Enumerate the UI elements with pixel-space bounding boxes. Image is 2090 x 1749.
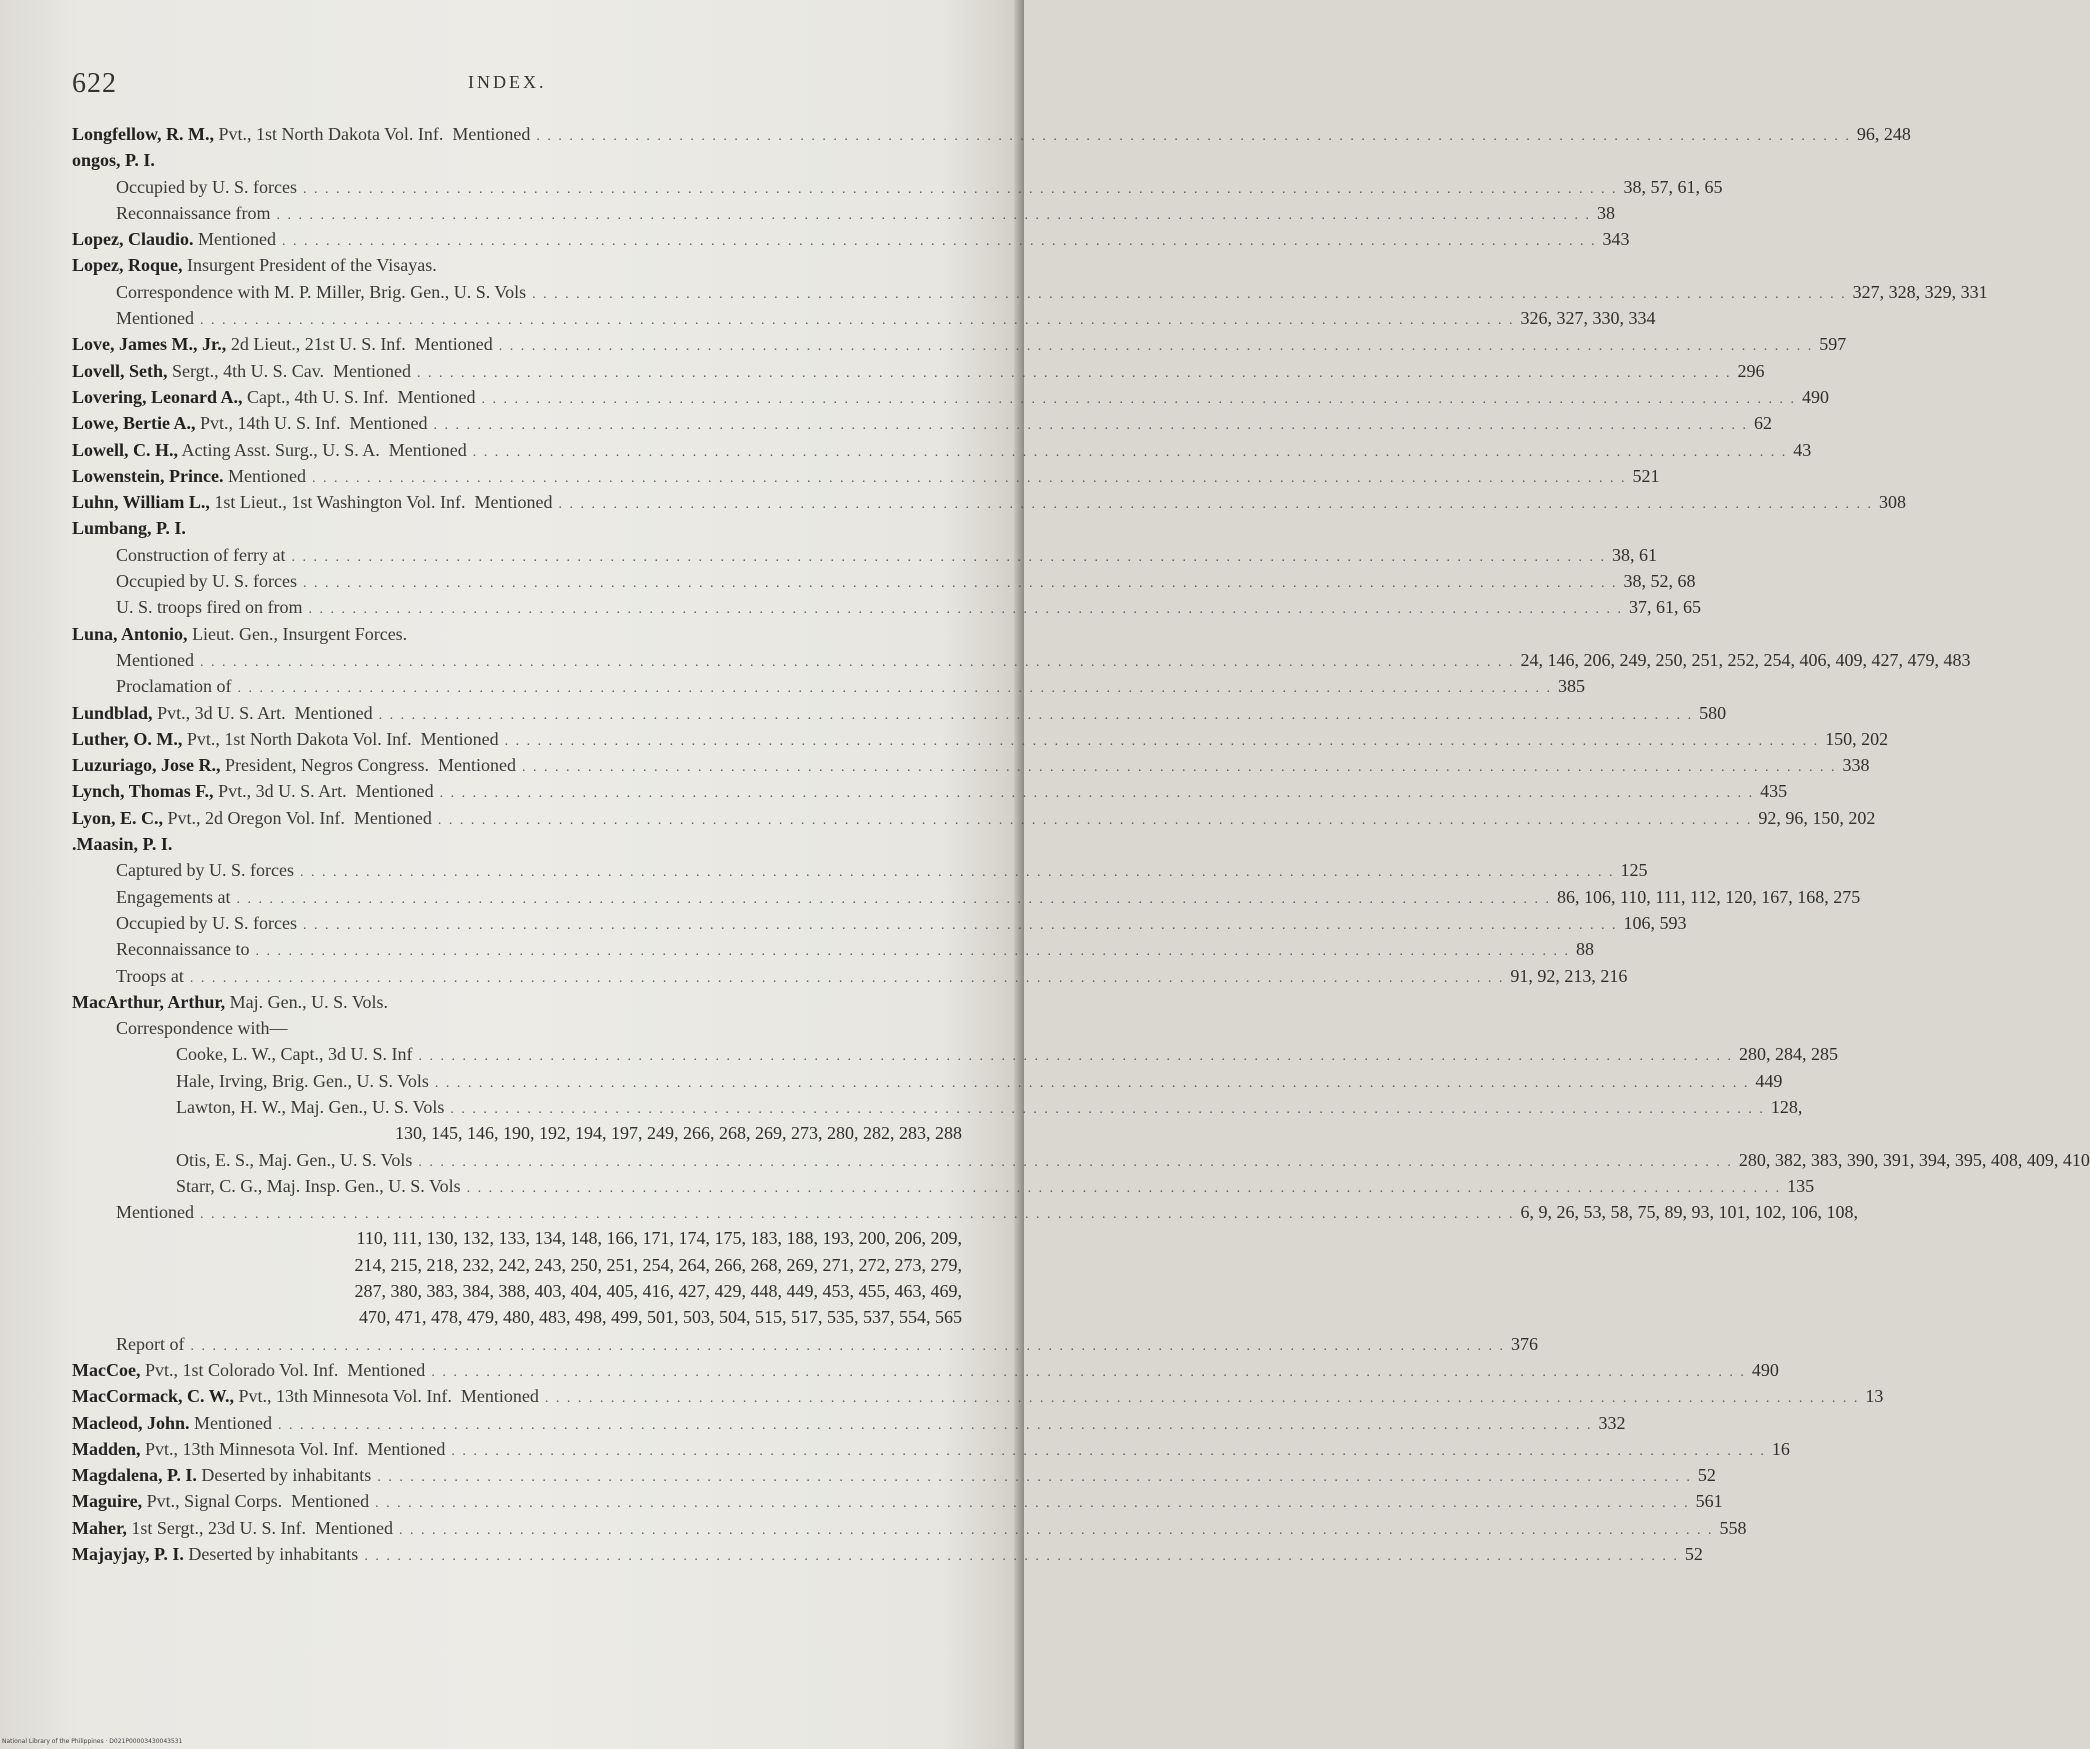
dot-leader: . . . . . . . . . . . . . . . . . . . . . . . . . . . . . . . . . . . . . . . . . . . . . . . . . . . . . . . . . . . . . . . . . . . . . . . . . . . . . . . . . . . . . . . . . . . . . . . . . . . . . . . . . . . . . . . . . . . . . . . . bbox=[189, 970, 1505, 986]
scan-source-note: National Library of the Philippines · D021P00003430043531 bbox=[2, 1738, 183, 1745]
page-references: 490 bbox=[1751, 1359, 1779, 1380]
index-subentry bbox=[72, 676, 1585, 702]
dot-leader: . . . . . . . . . . . . . . . . . . . . . . . . . . . . . . . . . . . . . . . . . . . . . . . . . . . . . . . . . . . . . . . . . . . . . . . . . . . . . . . . . . . . . . . . . . . . . . . . . . . . . . . . . . . . . . . . . . . . . . . . bbox=[521, 760, 1837, 776]
index-entry bbox=[72, 255, 962, 281]
dot-leader: . . . . . . . . . . . . . . . . . . . . . . . . . . . . . . . . . . . . . . . . . . . . . . . . . . . . . . . . . . . . . . . . . . . . . . . . . . . . . . . . . . . . . . . . . . . . . . . . . . . . . . . . . . . . . . . . . . . . . . . . bbox=[291, 549, 1606, 565]
entry-heading: Lovering, Leonard A., bbox=[72, 386, 243, 407]
page-references: 376 bbox=[1510, 1333, 1538, 1354]
entry-description: Engagements at bbox=[116, 886, 231, 907]
page-references: 470, 471, 478, 479, 480, 483, 498, 499, 501, 503, 504, 515, 517, 535, 537, 554, 565 bbox=[359, 1307, 962, 1328]
index-subentry bbox=[72, 544, 1657, 571]
entry-description: Lawton, H. W., Maj. Gen., U. S. Vols bbox=[176, 1096, 445, 1117]
index-entry bbox=[72, 728, 1889, 755]
entry-heading: Lovell, Seth, bbox=[72, 360, 168, 381]
entry-heading: Longfellow, R. M., bbox=[72, 124, 214, 144]
index-subentry bbox=[72, 1175, 1815, 1202]
entry-description: U. S. troops fired on from bbox=[116, 597, 303, 618]
entry-description: Starr, C. G., Maj. Insp. Gen., U. S. Vols bbox=[176, 1175, 461, 1196]
entry-description: Mentioned bbox=[116, 1202, 194, 1223]
index-continuation-line bbox=[72, 1123, 962, 1149]
page-references: 130, 145, 146, 190, 192, 194, 197, 249, 266, 268, 269, 273, 280, 282, 283, 288 bbox=[395, 1123, 962, 1144]
dot-leader: . . . . . . . . . . . . . . . . . . . . . . . . . . . . . . . . . . . . . . . . . . . . . . . . . . . . . . . . . . . . . . . . . . . . . . . . . . . . . . . . . . . . . . . . . . . . . . . . . . . . . . . . . . . . . . . . . . . . . . . . bbox=[466, 1180, 1782, 1196]
index-entry bbox=[72, 781, 1788, 807]
entry-heading: Luhn, William L., bbox=[72, 492, 210, 513]
entry-description: Reconnaissance to bbox=[116, 939, 250, 960]
page-references: 597 bbox=[1819, 334, 1847, 355]
dot-leader: . . . . . . . . . . . . . . . . . . . . . . . . . . . . . . . . . . . . . . . . . . . . . . . . . . . . . . . . . . . . . . . . . . . . . . . . . . . . . . . . . . . . . . . . . . . . . . . . . . . . . . . . . . . . . . . . . . . . . . . . bbox=[364, 1549, 1679, 1565]
entry-heading: Lowe, Bertie A., bbox=[72, 413, 196, 434]
entry-description: Cooke, L. W., Capt., 3d U. S. Inf bbox=[176, 1044, 413, 1065]
index-entry bbox=[72, 229, 1630, 255]
index-entry bbox=[72, 702, 1727, 729]
entry-description: Mentioned bbox=[116, 649, 194, 670]
entry-description: Pvt., 1st North Dakota Vol. Inf. Mentioned bbox=[182, 728, 499, 749]
entry-description: Pvt., 1st Colorado Vol. Inf. Mentioned bbox=[140, 1359, 426, 1380]
index-subentry bbox=[72, 176, 1723, 203]
page-references: 38, 57, 61, 65 bbox=[1623, 176, 1723, 197]
dot-leader: . . . . . . . . . . . . . . . . . . . . . . . . . . . . . . . . . . . . . . . . . . . . . . . . . . . . . . . . . . . . . . . . . . . . . . . . . . . . . . . . . . . . . . . . . . . . . . . . . . . . . . . . . . . . . . . . . . . . . . . . bbox=[536, 129, 1851, 144]
index-subentry bbox=[72, 202, 1615, 229]
dot-leader: . . . . . . . . . . . . . . . . . . . . . . . . . . . . . . . . . . . . . . . . . . . . . . . . . . . . . . . . . . . . . . . . . . . . . . . . . . . . . . . . . . . . . . . . . . . . . . . . . . . . . . . . . . . . . . . . . . . . . . . . bbox=[437, 812, 1753, 828]
page-references: 214, 215, 218, 232, 242, 243, 250, 251, 254, 264, 266, 268, 269, 271, 272, 273, 279, bbox=[354, 1254, 962, 1275]
entry-description: Occupied by U. S. forces bbox=[116, 176, 297, 197]
dot-leader: . . . . . . . . . . . . . . . . . . . . . . . . . . . . . . . . . . . . . . . . . . . . . . . . . . . . . . . . . . . . . . . . . . . . . . . . . . . . . . . . . . . . . . . . . . . . . . . . . . . . . . . . . . . . . . . . . . . . . . . . bbox=[532, 286, 1847, 302]
dot-leader: . . . . . . . . . . . . . . . . . . . . . . . . . . . . . . . . . . . . . . . . . . . . . . . . . . . . . . . . . . . . . . . . . . . . . . . . . . . . . . . . . . . . . . . . . . . . . . . . . . . . . . . . . . . . . . . . . . . . . . . . bbox=[472, 444, 1788, 460]
index-entry bbox=[72, 492, 1906, 518]
page-references: 13 bbox=[1865, 1386, 1884, 1407]
entry-description: Occupied by U. S. forces bbox=[116, 571, 297, 592]
page-references: 280, 284, 285 bbox=[1739, 1044, 1838, 1065]
index-entry bbox=[72, 1386, 1884, 1412]
index-entry bbox=[72, 439, 1812, 466]
entry-heading: Maguire, bbox=[72, 1491, 143, 1512]
index-entry bbox=[72, 624, 962, 650]
entry-description: Mentioned bbox=[223, 465, 306, 486]
page-references: 435 bbox=[1760, 781, 1788, 802]
index-subentry bbox=[72, 571, 1696, 597]
dot-leader: . . . . . . . . . . . . . . . . . . . . . . . . . . . . . . . . . . . . . . . . . . . . . . . . . . . . . . . . . . . . . . . . . . . . . . . . . . . . . . . . . . . . . . . . . . . . . . . . . . . . . . . . . . . . . . . . . . . . . . . . bbox=[544, 1391, 1860, 1407]
index-subentry bbox=[72, 965, 1628, 992]
page-references: 88 bbox=[1575, 939, 1594, 960]
entry-heading: Luther, O. M., bbox=[72, 728, 183, 749]
index-subentry bbox=[72, 1096, 1803, 1123]
index-subentry bbox=[72, 1044, 1838, 1070]
dot-leader: . . . . . . . . . . . . . . . . . . . . . . . . . . . . . . . . . . . . . . . . . . . . . . . . . . . . . . . . . . . . . . . . . . . . . . . . . . . . . . . . . . . . . . . . . . . . . . . . . . . . . . . . . . . . . . . . . . . . . . . . bbox=[377, 1470, 1692, 1486]
entry-heading: Luzuriago, Jose R., bbox=[72, 755, 221, 776]
entry-description: Troops at bbox=[116, 965, 184, 986]
index-entry bbox=[72, 755, 1870, 781]
index-entry bbox=[72, 1517, 1747, 1544]
index-subentry bbox=[72, 860, 1648, 886]
index-entry bbox=[72, 1491, 1723, 1517]
index-entry bbox=[72, 124, 1911, 150]
index-subentry bbox=[72, 649, 1971, 676]
entry-description: Pvt., 3d U. S. Art. Mentioned bbox=[152, 702, 373, 723]
index-continuation-line bbox=[72, 1307, 962, 1333]
entry-description: Proclamation of bbox=[116, 676, 232, 697]
entry-description: Deserted by inhabitants bbox=[196, 1465, 372, 1486]
dot-leader: . . . . . . . . . . . . . . . . . . . . . . . . . . . . . . . . . . . . . . . . . . . . . . . . . . . . . . . . . . . . . . . . . . . . . . . . . . . . . . . . . . . . . . . . . . . . . . . . . . . . . . . . . . . . . . . . . . . . . . . . bbox=[200, 1207, 1515, 1223]
index-subentry bbox=[72, 281, 1988, 308]
index-subentry bbox=[72, 1333, 1538, 1360]
entry-description: Pvt., 13th Minnesota Vol. Inf. Mentioned bbox=[233, 1386, 539, 1407]
dot-leader: . . . . . . . . . . . . . . . . . . . . . . . . . . . . . . . . . . . . . . . . . . . . . . . . . . . . . . . . . . . . . . . . . . . . . . . . . . . . . . . . . . . . . . . . . . . . . . . . . . . . . . . . . . . . . . . . . . . . . . . . bbox=[200, 313, 1515, 329]
index-entry bbox=[72, 992, 962, 1018]
page-references: 16 bbox=[1771, 1438, 1790, 1459]
index-entry bbox=[72, 1412, 1626, 1439]
entry-description: Report of bbox=[116, 1333, 185, 1354]
entry-description: Insurgent President of the Visayas. bbox=[182, 255, 437, 276]
index-continuation-line bbox=[72, 1228, 962, 1254]
page-references: 38, 61 bbox=[1611, 544, 1657, 565]
page-references: 280, 382, 383, 390, 391, 394, 395, 408, 409, 410 bbox=[1738, 1149, 2090, 1170]
entry-description: 2d Lieut., 21st U. S. Inf. Mentioned bbox=[226, 334, 493, 355]
index-entry bbox=[72, 334, 1847, 360]
dot-leader: . . . . . . . . . . . . . . . . . . . . . . . . . . . . . . . . . . . . . . . . . . . . . . . . . . . . . . . . . . . . . . . . . . . . . . . . . . . . . . . . . . . . . . . . . . . . . . . . . . . . . . . . . . . . . . . . . . . . . . . . bbox=[450, 1101, 1765, 1117]
entry-heading: Lynch, Thomas F., bbox=[72, 781, 214, 802]
page-references: 91, 92, 213, 216 bbox=[1510, 965, 1628, 986]
index-subentry bbox=[72, 886, 1861, 913]
dot-leader: . . . . . . . . . . . . . . . . . . . . . . . . . . . . . . . . . . . . . . . . . . . . . . . . . . . . . . . . . . . . . . . . . . . . . . . . . . . . . . . . . . . . . . . . . . . . . . . . . . . . . . . . . . . . . . . . . . . . . . . . bbox=[378, 707, 1694, 723]
dot-leader: . . . . . . . . . . . . . . . . . . . . . . . . . . . . . . . . . . . . . . . . . . . . . . . . . . . . . . . . . . . . . . . . . . . . . . . . . . . . . . . . . . . . . . . . . . . . . . . . . . . . . . . . . . . . . . . . . . . . . . . . bbox=[278, 1417, 1593, 1433]
index-entry bbox=[72, 807, 1876, 834]
entry-heading: Lopez, Claudio. bbox=[72, 229, 194, 250]
index-subentry bbox=[72, 1202, 1858, 1228]
page-references: 308 bbox=[1878, 492, 1906, 513]
dot-leader: . . . . . . . . . . . . . . . . . . . . . . . . . . . . . . . . . . . . . . . . . . . . . . . . . . . . . . . . . . . . . . . . . . . . . . . . . . . . . . . . . . . . . . . . . . . . . . . . . . . . . . . . . . . . . . . . . . . . . . . . bbox=[282, 234, 1597, 250]
page-references: 43 bbox=[1793, 439, 1812, 460]
entry-heading: Macleod, John. bbox=[72, 1412, 190, 1433]
page-references: 106, 593 bbox=[1623, 912, 1687, 933]
index-entry bbox=[72, 413, 1772, 439]
dot-leader: . . . . . . . . . . . . . . . . . . . . . . . . . . . . . . . . . . . . . . . . . . . . . . . . . . . . . . . . . . . . . . . . . . . . . . . . . . . . . . . . . . . . . . . . . . . . . . . . . . . . . . . . . . . . . . . . . . . . . . . . bbox=[200, 654, 1515, 670]
index-subentry bbox=[72, 308, 1656, 334]
entry-description: Sergt., 4th U. S. Cav. Mentioned bbox=[167, 360, 412, 381]
entry-description: Captured by U. S. forces bbox=[116, 860, 294, 881]
dot-leader: . . . . . . . . . . . . . . . . . . . . . . . . . . . . . . . . . . . . . . . . . . . . . . . . . . . . . . . . . . . . . . . . . . . . . . . . . . . . . . . . . . . . . . . . . . . . . . . . . . . . . . . . . . . . . . . . . . . . . . . . bbox=[417, 365, 1732, 381]
page-references: 128, bbox=[1770, 1096, 1803, 1117]
dot-leader: . . . . . . . . . . . . . . . . . . . . . . . . . . . . . . . . . . . . . . . . . . . . . . . . . . . . . . . . . . . . . . . . . . . . . . . . . . . . . . . . . . . . . . . . . . . . . . . . . . . . . . . . . . . . . . . . . . . . . . . . bbox=[255, 944, 1570, 960]
index-entry bbox=[72, 1438, 1790, 1465]
dot-leader: . . . . . . . . . . . . . . . . . . . . . . . . . . . . . . . . . . . . . . . . . . . . . . . . . . . . . . . . . . . . . . . . . . . . . . . . . . . . . . . . . . . . . . . . . . . . . . . . . . . . . . . . . . . . . . . . . . . . . . . . bbox=[481, 391, 1796, 407]
page-references: 287, 380, 383, 384, 388, 403, 404, 405, 416, 427, 429, 448, 449, 453, 455, 463, 469, bbox=[354, 1281, 962, 1302]
running-head-title: INDEX. bbox=[468, 72, 547, 92]
entry-description: Pvt., 14th U. S. Inf. Mentioned bbox=[195, 413, 428, 434]
entry-heading: Lundblad, bbox=[72, 702, 153, 723]
entry-description: Mentioned bbox=[193, 229, 277, 250]
dot-leader: . . . . . . . . . . . . . . . . . . . . . . . . . . . . . . . . . . . . . . . . . . . . . . . . . . . . . . . . . . . . . . . . . . . . . . . . . . . . . . . . . . . . . . . . . . . . . . . . . . . . . . . . . . . . . . . . . . . . . . . . bbox=[302, 576, 1618, 592]
dot-leader: . . . . . . . . . . . . . . . . . . . . . . . . . . . . . . . . . . . . . . . . . . . . . . . . . . . . . . . . . . . . . . . . . . . . . . . . . . . . . . . . . . . . . . . . . . . . . . . . . . . . . . . . . . . . . . . . . . . . . . . . bbox=[237, 681, 1552, 697]
entry-heading: Lowenstein, Prince. bbox=[72, 465, 224, 486]
entry-description: Maj. Gen., U. S. Vols. bbox=[225, 991, 389, 1012]
dot-leader: . . . . . . . . . . . . . . . . . . . . . . . . . . . . . . . . . . . . . . . . . . . . . . . . . . . . . . . . . . . . . . . . . . . . . . . . . . . . . . . . . . . . . . . . . . . . . . . . . . . . . . . . . . . . . . . . . . . . . . . . bbox=[498, 339, 1814, 355]
index-subentry bbox=[72, 912, 1687, 939]
entry-heading: Lopez, Roque, bbox=[72, 255, 183, 276]
entry-heading: MacCoe, bbox=[72, 1359, 141, 1380]
entry-heading: Madden, bbox=[72, 1438, 141, 1459]
page-references: 135 bbox=[1787, 1175, 1815, 1196]
page-references: 296 bbox=[1737, 360, 1765, 381]
page-references: 37, 61, 65 bbox=[1628, 597, 1701, 618]
page-references: 24, 146, 206, 249, 250, 251, 252, 254, 406, 409, 427, 479, 483 bbox=[1520, 649, 1971, 670]
dot-leader: . . . . . . . . . . . . . . . . . . . . . . . . . . . . . . . . . . . . . . . . . . . . . . . . . . . . . . . . . . . . . . . . . . . . . . . . . . . . . . . . . . . . . . . . . . . . . . . . . . . . . . . . . . . . . . . . . . . . . . . . bbox=[451, 1443, 1766, 1459]
page-references: 343 bbox=[1602, 229, 1630, 250]
dot-leader: . . . . . . . . . . . . . . . . . . . . . . . . . . . . . . . . . . . . . . . . . . . . . . . . . . . . . . . . . . . . . . . . . . . . . . . . . . . . . . . . . . . . . . . . . . . . . . . . . . . . . . . . . . . . . . . . . . . . . . . . bbox=[308, 602, 1623, 618]
page-references: 327, 328, 329, 331 bbox=[1852, 281, 1988, 302]
page-references: 52 bbox=[1697, 1465, 1716, 1486]
page-references: 449 bbox=[1755, 1070, 1783, 1091]
page-references: 92, 96, 150, 202 bbox=[1758, 807, 1876, 828]
index-continuation-line bbox=[72, 1255, 962, 1281]
index-subentry bbox=[72, 1070, 1783, 1097]
page-references: 6, 9, 26, 53, 58, 75, 89, 93, 101, 102, 106, 108, bbox=[1520, 1202, 1858, 1223]
entry-description: 1st Sergt., 23d U. S. Inf. Mentioned bbox=[126, 1517, 393, 1538]
entry-description: Mentioned bbox=[189, 1412, 273, 1433]
entry-heading: Maher, bbox=[72, 1517, 127, 1538]
page-references: 62 bbox=[1753, 413, 1772, 434]
entry-heading: Luna, Antonio, bbox=[72, 623, 188, 644]
page-references: 561 bbox=[1695, 1491, 1723, 1512]
entry-description: Correspondence with M. P. Miller, Brig. Gen., U. S. Vols bbox=[116, 281, 527, 302]
entry-description: Acting Asst. Surg., U. S. A. Mentioned bbox=[178, 439, 467, 460]
entry-heading: MacCormack, C. W., bbox=[72, 1386, 234, 1407]
dot-leader: . . . . . . . . . . . . . . . . . . . . . . . . . . . . . . . . . . . . . . . . . . . . . . . . . . . . . . . . . . . . . . . . . . . . . . . . . . . . . . . . . . . . . . . . . . . . . . . . . . . . . . . . . . . . . . . . . . . . . . . . bbox=[504, 733, 1820, 749]
index-entry bbox=[72, 518, 962, 544]
entry-heading: ongos, P. I. bbox=[72, 150, 155, 171]
index-entries bbox=[72, 124, 2090, 1570]
dot-leader: . . . . . . . . . . . . . . . . . . . . . . . . . . . . . . . . . . . . . . . . . . . . . . . . . . . . . . . . . . . . . . . . . . . . . . . . . . . . . . . . . . . . . . . . . . . . . . . . . . . . . . . . . . . . . . . . . . . . . . . . bbox=[375, 1496, 1690, 1512]
entry-description: 1st Lieut., 1st Washington Vol. Inf. Mentioned bbox=[209, 492, 553, 513]
index-continuation-line bbox=[72, 1281, 962, 1307]
page-references: 580 bbox=[1699, 702, 1727, 723]
entry-description: Pvt., 13th Minnesota Vol. Inf. Mentioned bbox=[140, 1438, 446, 1459]
page-references: 52 bbox=[1684, 1544, 1703, 1565]
page-references: 150, 202 bbox=[1825, 728, 1889, 749]
page-references: 558 bbox=[1719, 1517, 1747, 1538]
entry-description: Pvt., 1st North Dakota Vol. Inf. Mentioned bbox=[214, 124, 531, 144]
entry-description: Lieut. Gen., Insurgent Forces. bbox=[187, 623, 408, 644]
entry-heading: Lumbang, P. I. bbox=[72, 518, 186, 539]
dot-leader: . . . . . . . . . . . . . . . . . . . . . . . . . . . . . . . . . . . . . . . . . . . . . . . . . . . . . . . . . . . . . . . . . . . . . . . . . . . . . . . . . . . . . . . . . . . . . . . . . . . . . . . . . . . . . . . . . . . . . . . . bbox=[276, 207, 1591, 223]
page-references: 332 bbox=[1598, 1412, 1626, 1433]
page-references: 110, 111, 130, 132, 133, 134, 148, 166, 171, 174, 175, 183, 188, 193, 200, 206, 209, bbox=[356, 1228, 962, 1249]
index-entry bbox=[72, 465, 1660, 492]
entry-description: President, Negros Congress. Mentioned bbox=[220, 755, 516, 776]
index-subentry bbox=[72, 597, 1701, 623]
entry-description: Construction of ferry at bbox=[116, 544, 286, 565]
dot-leader: . . . . . . . . . . . . . . . . . . . . . . . . . . . . . . . . . . . . . . . . . . . . . . . . . . . . . . . . . . . . . . . . . . . . . . . . . . . . . . . . . . . . . . . . . . . . . . . . . . . . . . . . . . . . . . . . . . . . . . . . bbox=[431, 1364, 1746, 1380]
entry-description: Hale, Irving, Brig. Gen., U. S. Vols bbox=[176, 1070, 429, 1091]
index-subentry bbox=[72, 939, 1594, 965]
entry-heading: MacArthur, Arthur, bbox=[72, 991, 226, 1012]
dot-leader: . . . . . . . . . . . . . . . . . . . . . . . . . . . . . . . . . . . . . . . . . . . . . . . . . . . . . . . . . . . . . . . . . . . . . . . . . . . . . . . . . . . . . . . . . . . . . . . . . . . . . . . . . . . . . . . . . . . . . . . . bbox=[236, 891, 1551, 907]
dot-leader: . . . . . . . . . . . . . . . . . . . . . . . . . . . . . . . . . . . . . . . . . . . . . . . . . . . . . . . . . . . . . . . . . . . . . . . . . . . . . . . . . . . . . . . . . . . . . . . . . . . . . . . . . . . . . . . . . . . . . . . . bbox=[311, 470, 1627, 486]
dot-leader: . . . . . . . . . . . . . . . . . . . . . . . . . . . . . . . . . . . . . . . . . . . . . . . . . . . . . . . . . . . . . . . . . . . . . . . . . . . . . . . . . . . . . . . . . . . . . . . . . . . . . . . . . . . . . . . . . . . . . . . . bbox=[418, 1154, 1733, 1170]
index-entry bbox=[72, 386, 1829, 413]
page-references: 326, 327, 330, 334 bbox=[1520, 308, 1656, 329]
page-references: 38, 52, 68 bbox=[1623, 571, 1696, 592]
dot-leader: . . . . . . . . . . . . . . . . . . . . . . . . . . . . . . . . . . . . . . . . . . . . . . . . . . . . . . . . . . . . . . . . . . . . . . . . . . . . . . . . . . . . . . . . . . . . . . . . . . . . . . . . . . . . . . . . . . . . . . . . bbox=[558, 497, 1873, 513]
entry-description: Otis, E. S., Maj. Gen., U. S. Vols bbox=[176, 1149, 413, 1170]
page-references: 125 bbox=[1620, 860, 1648, 881]
dot-leader: . . . . . . . . . . . . . . . . . . . . . . . . . . . . . . . . . . . . . . . . . . . . . . . . . . . . . . . . . . . . . . . . . . . . . . . . . . . . . . . . . . . . . . . . . . . . . . . . . . . . . . . . . . . . . . . . . . . . . . . . bbox=[302, 917, 1618, 933]
entry-description: Pvt., Signal Corps. Mentioned bbox=[142, 1491, 370, 1512]
page-header bbox=[72, 68, 972, 108]
dot-leader: . . . . . . . . . . . . . . . . . . . . . . . . . . . . . . . . . . . . . . . . . . . . . . . . . . . . . . . . . . . . . . . . . . . . . . . . . . . . . . . . . . . . . . . . . . . . . . . . . . . . . . . . . . . . . . . . . . . . . . . . bbox=[302, 181, 1618, 197]
page-references: 521 bbox=[1632, 465, 1660, 486]
index-entry bbox=[72, 1544, 1703, 1570]
page-references: 38 bbox=[1596, 202, 1615, 223]
entry-heading: Majayjay, P. I. bbox=[72, 1544, 184, 1565]
index-entry bbox=[72, 834, 962, 860]
index-subentry bbox=[72, 1018, 962, 1044]
entry-heading: Love, James M., Jr., bbox=[72, 334, 227, 355]
index-entry bbox=[72, 360, 1765, 387]
entry-description: Mentioned bbox=[116, 308, 194, 329]
dot-leader: . . . . . . . . . . . . . . . . . . . . . . . . . . . . . . . . . . . . . . . . . . . . . . . . . . . . . . . . . . . . . . . . . . . . . . . . . . . . . . . . . . . . . . . . . . . . . . . . . . . . . . . . . . . . . . . . . . . . . . . . bbox=[433, 418, 1748, 434]
entry-description: Pvt., 3d U. S. Art. Mentioned bbox=[213, 781, 434, 802]
page-references: 490 bbox=[1802, 386, 1829, 407]
entry-description: Correspondence with— bbox=[116, 1018, 288, 1039]
dot-leader: . . . . . . . . . . . . . . . . . . . . . . . . . . . . . . . . . . . . . . . . . . . . . . . . . . . . . . . . . . . . . . . . . . . . . . . . . . . . . . . . . . . . . . . . . . . . . . . . . . . . . . . . . . . . . . . . . . . . . . . . bbox=[399, 1522, 1714, 1538]
dot-leader: . . . . . . . . . . . . . . . . . . . . . . . . . . . . . . . . . . . . . . . . . . . . . . . . . . . . . . . . . . . . . . . . . . . . . . . . . . . . . . . . . . . . . . . . . . . . . . . . . . . . . . . . . . . . . . . . . . . . . . . . bbox=[190, 1338, 1505, 1354]
page-number: 622 bbox=[72, 68, 117, 99]
index-entry bbox=[72, 1465, 1716, 1491]
index-entry bbox=[72, 1359, 1779, 1386]
entry-heading: Lyon, E. C., bbox=[72, 807, 164, 828]
dot-leader: . . . . . . . . . . . . . . . . . . . . . . . . . . . . . . . . . . . . . . . . . . . . . . . . . . . . . . . . . . . . . . . . . . . . . . . . . . . . . . . . . . . . . . . . . . . . . . . . . . . . . . . . . . . . . . . . . . . . . . . . bbox=[439, 786, 1755, 802]
entry-description: Capt., 4th U. S. Inf. Mentioned bbox=[242, 386, 476, 407]
page-references: 96, 248 bbox=[1856, 124, 1911, 144]
dot-leader: . . . . . . . . . . . . . . . . . . . . . . . . . . . . . . . . . . . . . . . . . . . . . . . . . . . . . . . . . . . . . . . . . . . . . . . . . . . . . . . . . . . . . . . . . . . . . . . . . . . . . . . . . . . . . . . . . . . . . . . . bbox=[418, 1049, 1733, 1065]
index-entry bbox=[72, 150, 962, 176]
dot-leader: . . . . . . . . . . . . . . . . . . . . . . . . . . . . . . . . . . . . . . . . . . . . . . . . . . . . . . . . . . . . . . . . . . . . . . . . . . . . . . . . . . . . . . . . . . . . . . . . . . . . . . . . . . . . . . . . . . . . . . . . bbox=[299, 865, 1615, 881]
entry-description: Occupied by U. S. forces bbox=[116, 912, 297, 933]
entry-heading: Magdalena, P. I. bbox=[72, 1465, 197, 1486]
index-subentry bbox=[72, 1149, 2090, 1176]
page-references: 338 bbox=[1842, 755, 1870, 776]
page-references: 385 bbox=[1557, 676, 1585, 697]
dot-leader: . . . . . . . . . . . . . . . . . . . . . . . . . . . . . . . . . . . . . . . . . . . . . . . . . . . . . . . . . . . . . . . . . . . . . . . . . . . . . . . . . . . . . . . . . . . . . . . . . . . . . . . . . . . . . . . . . . . . . . . . bbox=[434, 1075, 1750, 1091]
entry-description: Reconnaissance from bbox=[116, 202, 271, 223]
entry-heading: Lowell, C. H., bbox=[72, 439, 178, 460]
entry-heading: .Maasin, P. I. bbox=[72, 834, 173, 855]
entry-description: Pvt., 2d Oregon Vol. Inf. Mentioned bbox=[163, 807, 432, 828]
entry-description: Deserted by inhabitants bbox=[183, 1544, 359, 1565]
page-references: 86, 106, 110, 111, 112, 120, 167, 168, 275 bbox=[1556, 886, 1861, 907]
